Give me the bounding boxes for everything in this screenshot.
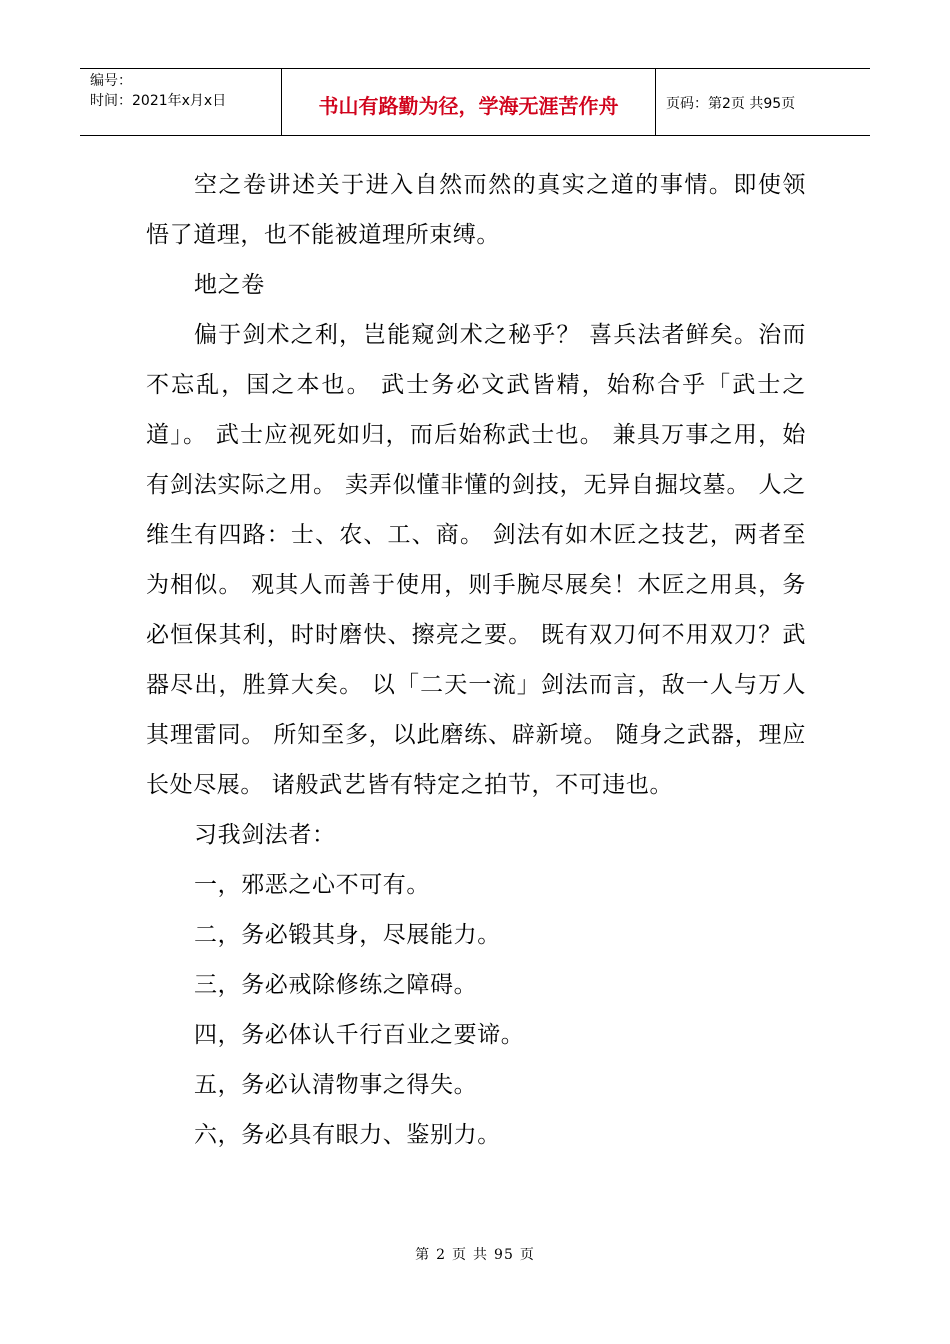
footer-total-suffix: 页 <box>519 1247 535 1263</box>
serial-label: 编号： <box>90 73 132 89</box>
list-item: 六，务必具有眼力、鉴别力。 <box>194 1122 501 1148</box>
time-label: 时间：2021年x月x日 <box>90 93 227 109</box>
footer-prefix: 第 <box>415 1247 431 1263</box>
header-page-info: 页码：第2页 共95页 <box>666 96 796 112</box>
document-body <box>146 160 806 1160</box>
header-motto: 书山有路勤为径，学海无涯苦作舟 <box>282 69 656 135</box>
list-item: 二，务必锻其身，尽展能力。 <box>194 922 501 948</box>
footer-page-suffix: 页 <box>452 1247 468 1263</box>
page-footer <box>0 1244 950 1264</box>
footer-total-prefix: 共 <box>473 1247 489 1263</box>
list-item: 四，务必体认千行百业之要谛。 <box>194 1022 525 1048</box>
page-header <box>80 68 870 136</box>
paragraph: 空之卷讲述关于进入自然而然的真实之道的事情。即使领悟了道理，也不能被道理所束缚。 <box>146 172 806 248</box>
footer-page-number: 2 <box>436 1247 447 1263</box>
section-heading: 地之卷 <box>194 272 265 298</box>
list-item: 三，务必戒除修练之障碍。 <box>194 972 478 998</box>
list-item: 一，邪恶之心不可有。 <box>194 872 430 898</box>
paragraph: 偏于剑术之利，岂能窥剑术之秘乎？ 喜兵法者鲜矣。治而不忘乱，国之本也。 武士务必文武皆精，始称合乎「武士之道」。 武士应视死如归，而后始称武士也。 兼具万事之用，始有剑法实际之用。 卖弄似懂非懂的剑技，无异自掘坟墓。 人之维生有四路：士、农、工、商。 剑法有如木匠之技艺，两者至为相似。 观其人而善于使用，则手腕尽展矣！木匠之用具，务必恒保其利，时时磨快、擦亮之要。 既有双刀何不用双刀？武器尽出，胜算大矣。 以「二天一流」剑法而言，敌一人与万人其理雷同。 所知至多，以此磨练、辟新境。 随身之武器，理应长处尽展。 诸般武艺皆有特定之拍节，不可违也。 <box>146 322 806 798</box>
list-item: 五，务必认清物事之得失。 <box>194 1072 478 1098</box>
list-intro: 习我剑法者： <box>194 822 336 848</box>
header-meta <box>80 69 282 135</box>
footer-total-pages: 95 <box>494 1247 514 1263</box>
